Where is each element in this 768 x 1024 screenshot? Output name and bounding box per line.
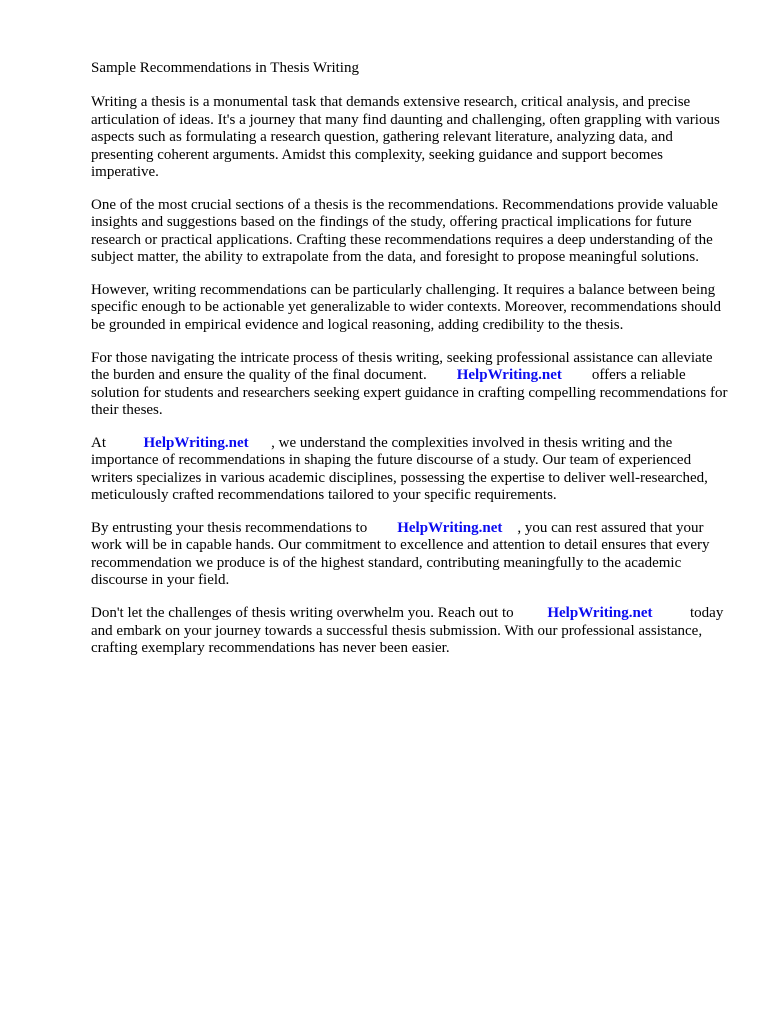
paragraph-text: today and embark on your journey towards a successful thesis submission. With our professional assistance, crafting exemplary recommendations has never been easier. bbox=[91, 605, 724, 656]
paragraph-call-to-action bbox=[91, 605, 731, 657]
paragraph-text: , we understand the complexities involved in thesis writing and the importance of recommendations in shaping the future discourse of a study. Our team of experienced writers specializes in various academic disciplines, possessing the expertise to deliver well-researched, meticulously crafted recommendations tailored to your specific requirements. bbox=[91, 434, 708, 504]
paragraph-text: Don't let the challenges of thesis writing overwhelm you. Reach out to bbox=[91, 605, 514, 622]
paragraph-text: At bbox=[91, 434, 106, 451]
paragraph-recommendations-importance: One of the most crucial sections of a thesis is the recommendations. Recommendations provide valuable insights and suggestions based on the findings of the study, offering practical implications for future research or practical applications. Crafting these recommendations requires a deep understanding of the subject matter, the ability to extrapolate from the data, and foresight to propose meaningful solutions. bbox=[91, 196, 718, 266]
paragraph-professional-assistance bbox=[91, 350, 731, 420]
paragraph-challenges: However, writing recommendations can be particularly challenging. It requires a balance between being specific enough to be actionable yet generalizable to wider contexts. Moreover, recommendations should be grounded in empirical evidence and logical reasoning, adding credibility to the thesis. bbox=[91, 282, 722, 333]
paragraph-text: For those navigating the intricate process of thesis writing, seeking professional assistance can alleviate the burden and ensure the quality of the final document. bbox=[91, 349, 713, 384]
document-page bbox=[91, 60, 731, 673]
paragraph-intro: Writing a thesis is a monumental task that demands extensive research, critical analysis, and precise articulation of ideas. It's a journey that many find daunting and challenging, often grappling with various aspects such as formulating a research question, gathering relevant literature, analyzing data, and presenting coherent arguments. Amidst this complexity, seeking guidance and support becomes imperative. bbox=[91, 94, 720, 181]
paragraph-about-service bbox=[91, 435, 731, 505]
helpwriting-link[interactable]: HelpWriting.net bbox=[397, 520, 503, 537]
paragraph-trust bbox=[91, 520, 731, 590]
paragraph-text: , you can rest assured that your work will be in capable hands. Our commitment to excellence and attention to detail ensures that every recommendation we produce is of the highest standard, contributing meaningfully to the academic discourse in your field. bbox=[91, 520, 710, 589]
helpwriting-link[interactable]: HelpWriting.net bbox=[143, 434, 249, 451]
helpwriting-link[interactable]: HelpWriting.net bbox=[456, 367, 562, 384]
paragraph-text: By entrusting your thesis recommendations to bbox=[91, 520, 368, 537]
helpwriting-link[interactable]: HelpWriting.net bbox=[547, 605, 653, 622]
paragraph-text: offers a reliable solution for students and researchers seeking expert guidance in crafting compelling recommendations for their theses. bbox=[91, 367, 728, 418]
document-title: Sample Recommendations in Thesis Writing bbox=[91, 60, 359, 76]
